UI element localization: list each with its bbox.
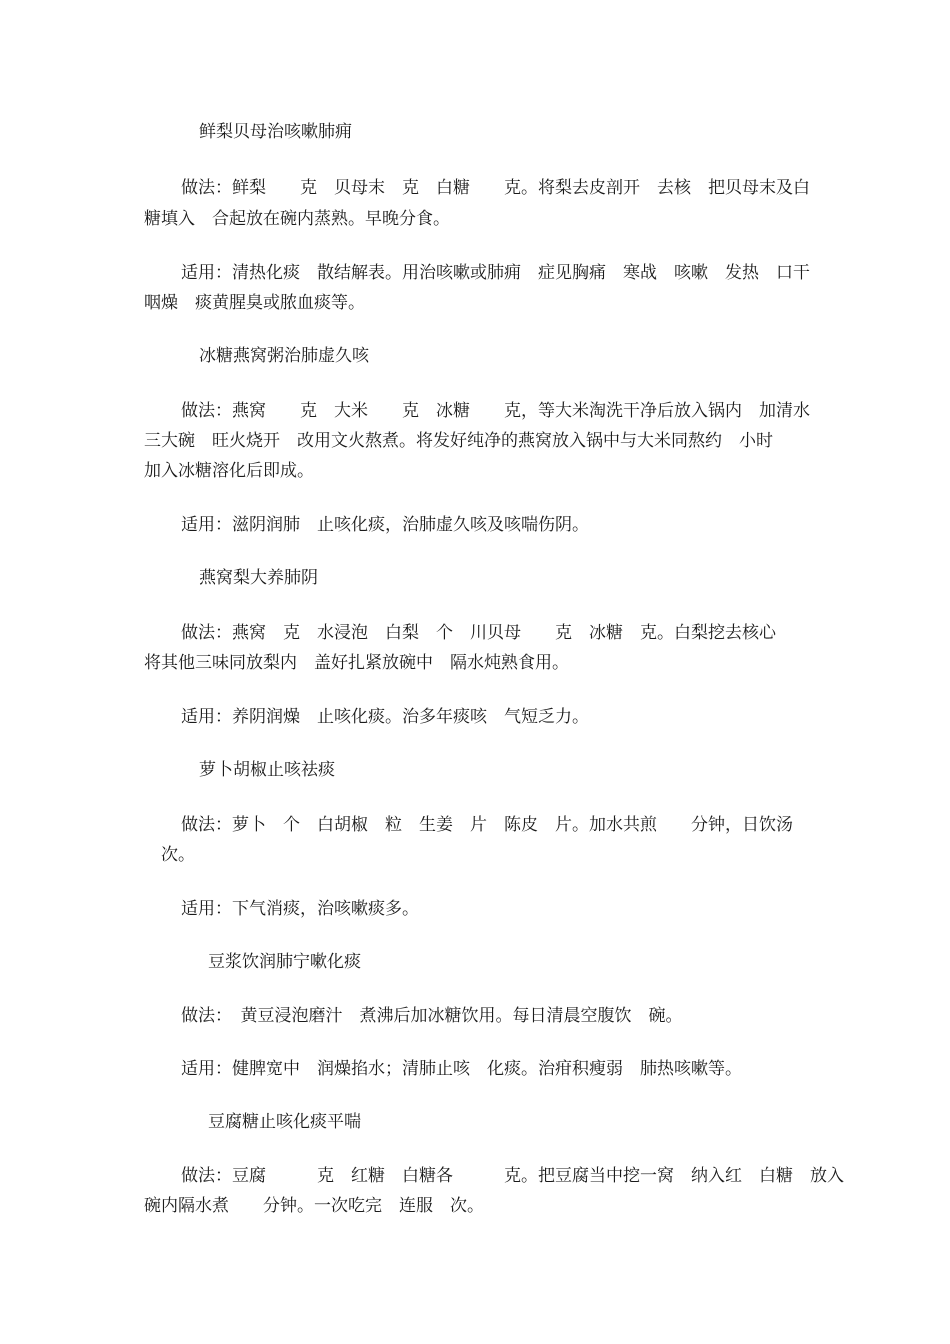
method-text: 做法：鲜梨 克 贝母末 克 白糖 克。将梨去皮剖开 去核 把贝母末及白 — [181, 178, 810, 198]
method-text: 做法：豆腐 克 红糖 白糖各 克。把豆腐当中挖一窝 纳入红 白糖 放入 — [181, 1166, 844, 1186]
recipe-title: 鲜梨贝母治咳嗽肺痈 — [199, 122, 352, 142]
method-text: 加入冰糖溶化后即成。 — [144, 461, 314, 481]
recipe-title: 萝卜胡椒止咳祛痰 — [199, 760, 335, 780]
method-text: 次。 — [144, 845, 195, 865]
usage-text: 适用：滋阴润肺 止咳化痰，治肺虚久咳及咳喘伤阴。 — [181, 515, 589, 535]
recipe-title: 豆腐糖止咳化痰平喘 — [208, 1112, 361, 1132]
method-text: 糖填入 合起放在碗内蒸熟。早晚分食。 — [144, 209, 450, 229]
usage-text: 适用：养阴润燥 止咳化痰。治多年痰咳 气短乏力。 — [181, 707, 589, 727]
method-text: 做法：燕窝 克 大米 克 冰糖 克，等大米淘洗干净后放入锅内 加清水 — [181, 401, 810, 421]
method-text: 三大碗 旺火烧开 改用文火熬煮。将发好纯净的燕窝放入锅中与大米同熬约 小时 — [144, 431, 773, 451]
recipe-title: 燕窝梨大养肺阴 — [199, 568, 318, 588]
method-text: 碗内隔水煮 分钟。一次吃完 连服 次。 — [144, 1196, 484, 1216]
usage-text: 咽燥 痰黄腥臭或脓血痰等。 — [144, 293, 365, 313]
method-text: 将其他三味同放梨内 盖好扎紧放碗中 隔水炖熟食用。 — [144, 653, 569, 673]
usage-text: 适用：清热化痰 散结解表。用治咳嗽或肺痈 症见胸痛 寒战 咳嗽 发热 口干 — [181, 263, 810, 283]
method-text: 做法：燕窝 克 水浸泡 白梨 个 川贝母 克 冰糖 克。白梨挖去核心 — [181, 623, 776, 643]
usage-text: 适用：健脾宽中 润燥掐水；清肺止咳 化痰。治疳积瘦弱 肺热咳嗽等。 — [181, 1059, 742, 1079]
usage-text: 适用：下气消痰，治咳嗽痰多。 — [181, 899, 419, 919]
recipe-title: 豆浆饮润肺宁嗽化痰 — [208, 952, 361, 972]
method-text: 做法： 黄豆浸泡磨汁 煮沸后加冰糖饮用。每日清晨空腹饮 碗。 — [181, 1006, 683, 1026]
recipe-title: 冰糖燕窝粥治肺虚久咳 — [199, 346, 369, 366]
method-text: 做法：萝卜 个 白胡椒 粒 生姜 片 陈皮 片。加水共煎 分钟，日饮汤 — [181, 815, 793, 835]
